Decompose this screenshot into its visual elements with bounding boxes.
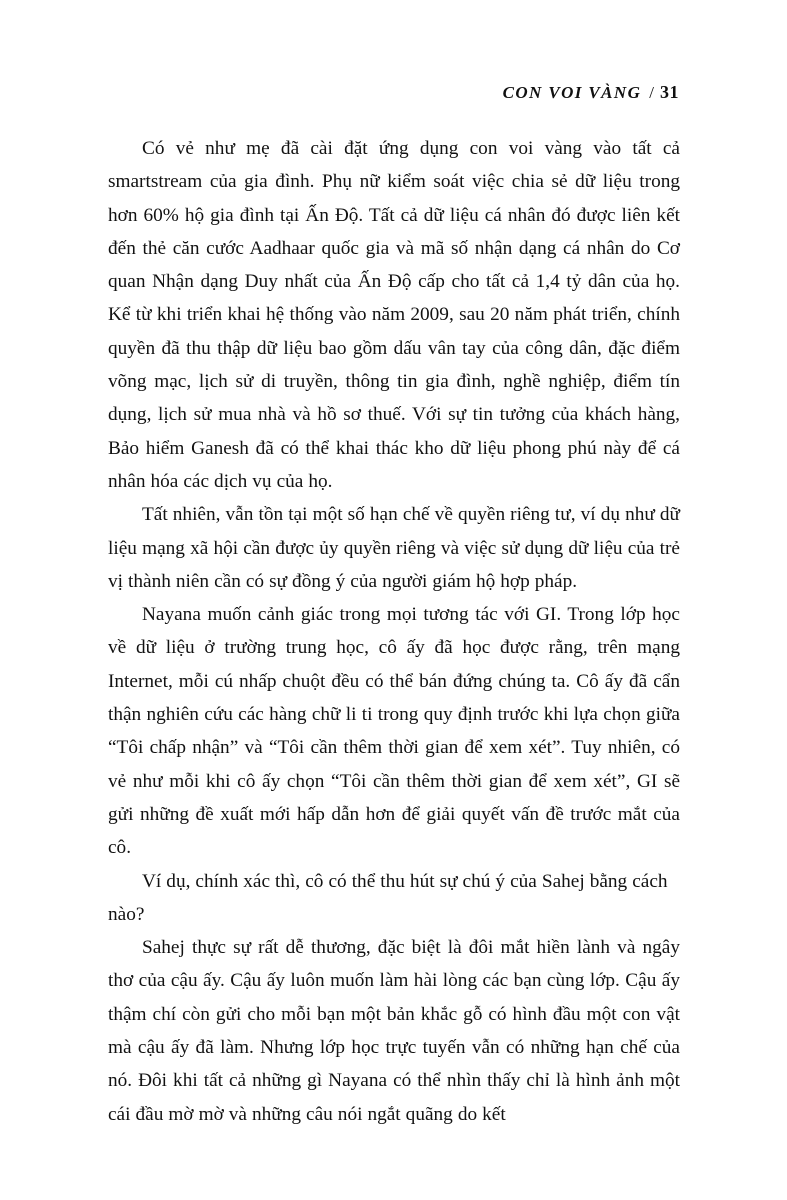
header-separator: /: [649, 83, 654, 102]
running-header: [108, 82, 679, 103]
paragraph: Sahej thực sự rất dễ thương, đặc biệt là đôi mắt hiền lành và ngây thơ của cậu ấy. Cậu ấy luôn muốn làm hài lòng các bạn cùng lớp. Cậu ấy thậm chí còn gửi cho mỗi bạn một bản khắc gỗ có hình đầu một con vật mà cậu ấy đã làm. Nhưng lớp học trực tuyến vẫn có những hạn chế của nó. Đôi khi tất cả những gì Nayana có thể nhìn thấy chỉ là hình ảnh một cái đầu mờ mờ và những câu nói ngắt quãng do kết: [108, 937, 680, 1125]
paragraph: Ví dụ, chính xác thì, cô có thể thu hút sự chú ý của Sahej bằng cách nào?: [108, 870, 668, 925]
page-body: [108, 132, 680, 1131]
header-book-title: CON VOI VÀNG: [502, 83, 642, 102]
paragraph: Nayana muốn cảnh giác trong mọi tương tác với GI. Trong lớp học về dữ liệu ở trường trung học, cô ấy đã học được rằng, trên mạng Internet, mỗi cú nhấp chuột đều có thể bán đứng chúng ta. Cô ấy đã cẩn thận nghiên cứu các hàng chữ li ti trong quy định trước khi lựa chọn giữa “Tôi chấp nhận” và “Tôi cần thêm thời gian để xem xét”. Tuy nhiên, có vẻ như mỗi khi cô ấy chọn “Tôi cần thêm thời gian để xem xét”, GI sẽ gửi những đề xuất mới hấp dẫn hơn để giải quyết vấn đề trước mắt của cô.: [108, 604, 680, 859]
page-number: 31: [660, 82, 679, 102]
paragraph: Tất nhiên, vẫn tồn tại một số hạn chế về quyền riêng tư, ví dụ như dữ liệu mạng xã hội cần được ủy quyền riêng và việc sử dụng dữ liệu của trẻ vị thành niên cần có sự đồng ý của người giám hộ hợp pháp.: [108, 504, 680, 592]
paragraph: Có vẻ như mẹ đã cài đặt ứng dụng con voi vàng vào tất cả smartstream của gia đình. Phụ nữ kiểm soát việc chia sẻ dữ liệu trong hơn 60% hộ gia đình tại Ấn Độ. Tất cả dữ liệu cá nhân đó được liên kết đến thẻ căn cước Aadhaar quốc gia và mã số nhận dạng cá nhân do Cơ quan Nhận dạng Duy nhất của Ấn Độ cấp cho tất cả 1,4 tỷ dân của họ. Kể từ khi triển khai hệ thống vào năm 2009, sau 20 năm phát triển, chính quyền đã thu thập dữ liệu bao gồm dấu vân tay của công dân, đặc điểm võng mạc, lịch sử di truyền, thông tin gia đình, nghề nghiệp, điểm tín dụng, lịch sử mua nhà và hồ sơ thuế. Với sự tin tưởng của khách hàng, Bảo hiểm Ganesh đã có thể khai thác kho dữ liệu phong phú này để cá nhân hóa các dịch vụ của họ.: [108, 138, 680, 492]
